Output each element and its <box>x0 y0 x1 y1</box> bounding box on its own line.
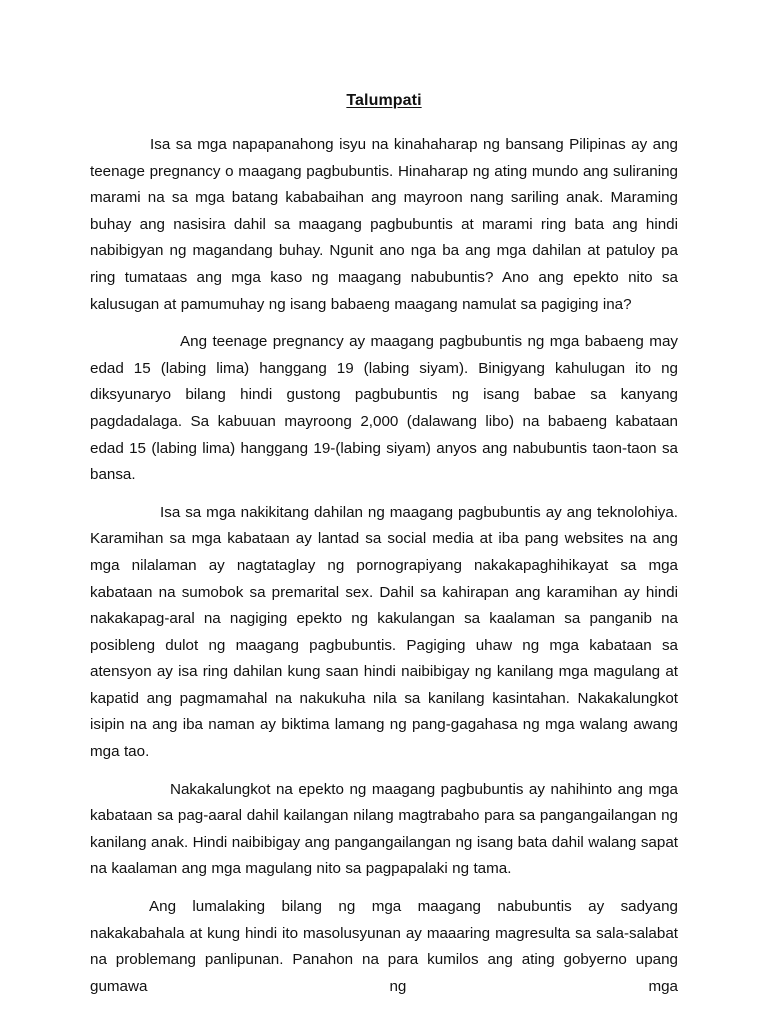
paragraph-1: Isa sa mga napapanahong isyu na kinahaharap ng bansang Pilipinas ay ang teenage pregnancy o maagang pagbubuntis. Hinaharap ng ating mundo ang suliraning marami na sa mga batang kababaihan ang mayroon nang sariling anak. Maraming buhay ang nasisira dahil sa maagang pagbubuntis at marami ring bata ang hindi nabibigyan ng magandang buhay. Ngunit ano nga ba ang mga dahilan at patuloy pa ring tumataas ang mga kaso ng maagang nabubuntis? Ano ang epekto nito sa kalusugan at pamumuhay ng isang babaeng maagang namulat sa pagiging ina? <box>90 136 678 313</box>
document-title: Talumpati <box>346 92 422 109</box>
paragraph-4: Nakakalungkot na epekto ng maagang pagbubuntis ay nahihinto ang mga kabataan sa pag-aaral dahil kailangan nilang magtrabaho para sa pangangailangan ng kanilang anak. Hindi naibibigay ang pangangailangan ng isang bata dahil walang sapat na kaalaman ang mga magulang nito sa pagpapalaki ng tama. <box>90 780 678 878</box>
paragraph-5: Ang lumalaking bilang ng mga maagang nabubuntis ay sadyang nakakabahala at kung hindi ito masolusyunan ay maaaring magresulta sa sala-salabat na problemang panlipunan. Panahon na para kumilos ang ating gobyerno upang gumawa ng mga <box>90 898 678 995</box>
paragraph-2: Ang teenage pregnancy ay maagang pagbubuntis ng mga babaeng may edad 15 (labing lima) hanggang 19 (labing siyam). Binigyang kahulugan ito ng diksyunaryo bilang hindi gustong pagbubuntis ng isang babae sa kanyang pagdadalaga. Sa kabuuan mayroong 2,000 (dalawang libo) na babaeng kabataan edad 15 (labing lima) hanggang 19-(labing siyam) anyos ang nabubuntis taon-taon sa bansa. <box>90 333 678 484</box>
document-body <box>90 132 678 1011</box>
paragraph-3: Isa sa mga nakikitang dahilan ng maagang pagbubuntis ay ang teknolohiya. Karamihan sa mga kabataan ay lantad sa social media at iba pang websites na ang mga nilalaman ay nagtataglay ng pornograpiyang nakakapaghihikayat sa mga kabataan na sumobok sa premarital sex. Dahil sa kahirapan ang karamihan ay hindi nakakapag-aral na nagiging epekto ng kakulangan sa kaalaman sa panganib na posibleng dulot ng maagang pagbubuntis. Pagiging uhaw ng mga kabataan sa atensyon ay isa ring dahilan kung saan hindi naibibigay ng kanilang mga magulang at kapatid ang pagmamahal na nakukuha nila sa kanilang kasintahan. Nakakalungkot isipin na ang iba naman ay biktima lamang ng pang-gagahasa ng mga walang awang mga tao. <box>90 503 678 761</box>
